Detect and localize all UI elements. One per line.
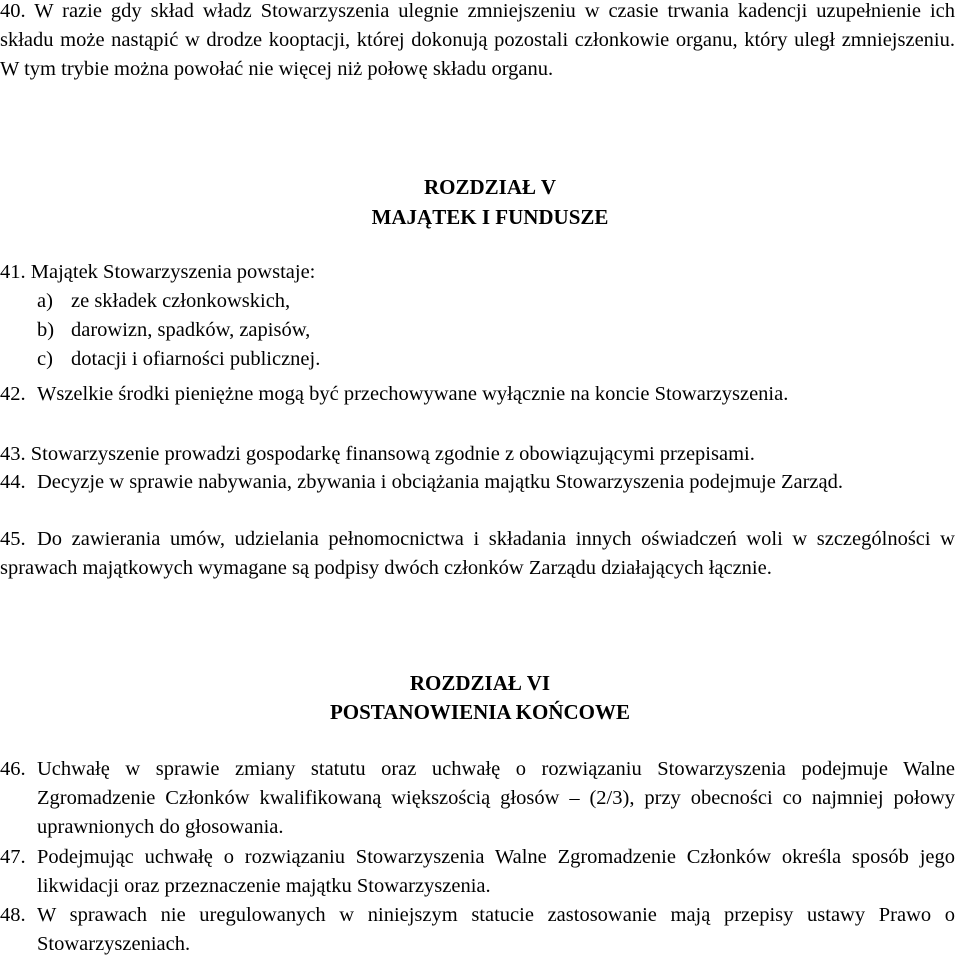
paragraph-40-body [0,0,955,80]
paragraph-41 [0,258,315,287]
paragraph-45 [0,525,955,583]
paragraph-43-text: Stowarzyszenie prowadzi gospodarkę finansową zgodnie z obowiązującymi przepisami. [30,443,755,465]
paragraph-44 [0,468,955,497]
paragraph-40-text: W razie gdy skład władz Stowarzyszenia ulegnie zmniejszeniu w czasie trwania kadencji uzupełnienie ich składu może nastąpić w drodze kooptacji, której dokonują pozostali członkowie organu, który uległ zmniejszeniu. W tym trybie można powołać nie więcej niż połowę składu organu. [0,0,955,80]
chapter-5-subtitle: MAJĄTEK I FUNDUSZE [371,205,609,229]
list-item-c [37,345,320,374]
paragraph-47 [0,843,955,901]
chapter-6-subtitle: POSTANOWIENIA KOŃCOWE [329,700,631,724]
list-item-letter: b) [37,319,55,341]
paragraph-45-number: 45. [0,528,26,550]
paragraph-44-number: 44. [0,471,26,493]
list-item-text: ze składek członkowskich, [71,290,291,312]
paragraph-48 [0,901,955,959]
paragraph-46-text: Uchwałę w sprawie zmiany statutu oraz uchwałę o rozwiązaniu Stowarzyszenia podejmuje Walne Zgromadzenie Członków kwalifikowaną większością głosów – (2/3), przy obecności co najmniej połowy uprawnionych do głosowania. [37,758,955,838]
list-item-letter: c) [37,348,53,370]
paragraph-46-number: 46. [0,758,26,780]
list-item-b [37,316,310,345]
paragraph-41-text: Majątek Stowarzyszenia powstaje: [30,261,316,283]
list-item-text: darowizn, spadków, zapisów, [71,319,311,341]
paragraph-47-number: 47. [0,846,26,868]
paragraph-40 [0,0,955,84]
chapter-5-title: ROZDZIAŁ V [423,175,557,199]
paragraph-42-text: Wszelkie środki pieniężne mogą być przechowywane wyłącznie na koncie Stowarzyszenia. [37,383,789,405]
paragraph-40-number: 40. [0,0,26,22]
paragraph-44-text: Decyzje w sprawie nabywania, zbywania i obciążania majątku Stowarzyszenia podejmuje Zarząd. [37,471,843,493]
paragraph-47-text: Podejmując uchwałę o rozwiązaniu Stowarzyszenia Walne Zgromadzenie Członków określa sposób jego likwidacji oraz przeznaczenie majątku Stowarzyszenia. [37,846,955,897]
list-item-text: dotacji i ofiarności publicznej. [71,348,321,370]
paragraph-43-number: 43. [0,443,26,465]
list-item-a [37,287,290,316]
paragraph-41-number: 41. [0,261,26,283]
paragraph-48-text: W sprawach nie uregulowanych w niniejszym statucie zastosowanie mają przepisy ustawy Prawo o Stowarzyszeniach. [37,904,955,955]
chapter-6-title: ROZDZIAŁ VI [409,671,551,695]
paragraph-42-number: 42. [0,383,26,405]
paragraph-48-number: 48. [0,904,26,926]
paragraph-46 [0,755,955,842]
paragraph-45-text: Do zawierania umów, udzielania pełnomocnictwa i składania innych oświadczeń woli w szczególności w sprawach majątkowych wymagane są podpisy dwóch członków Zarządu działających łącznie. [0,528,955,579]
paragraph-43 [0,440,755,469]
paragraph-42 [0,380,955,409]
list-item-letter: a) [37,290,53,312]
